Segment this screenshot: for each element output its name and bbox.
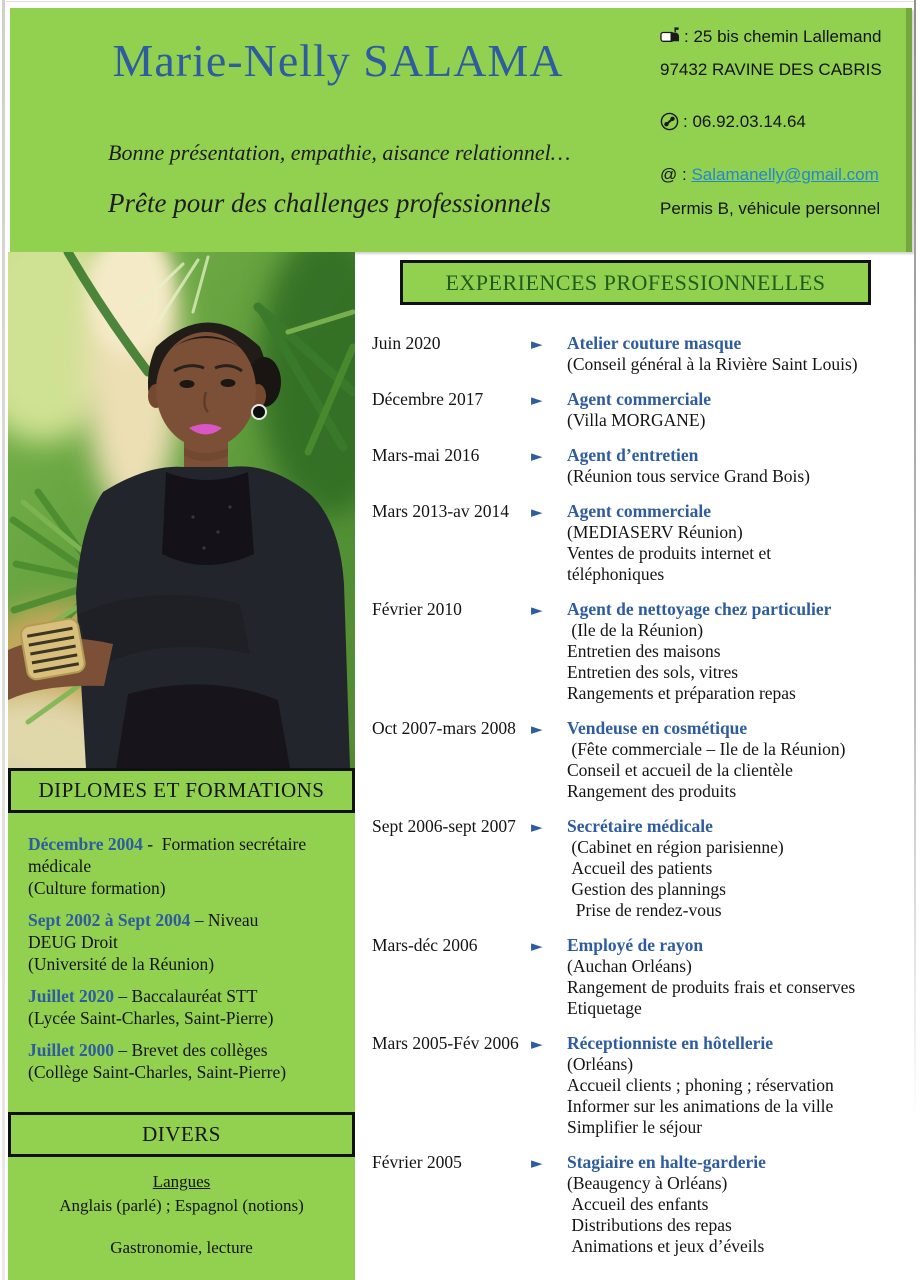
permis-line: Permis B, véhicule personnel xyxy=(660,199,881,219)
left-column xyxy=(8,252,355,1280)
experience-title: Employé de rayon xyxy=(567,935,704,955)
experience-title: Vendeuse en cosmétique xyxy=(567,718,748,738)
diploma-line: DEUG Droit xyxy=(28,932,118,952)
experience-detail: Ventes de produits internet et xyxy=(567,543,772,563)
diploma-line: (Lycée Saint-Charles, Saint-Pierre) xyxy=(28,1008,274,1028)
contact-block xyxy=(660,26,906,220)
diploma-title: – Niveau xyxy=(190,910,259,930)
diploma-title: - Formation secrétaire xyxy=(142,834,307,854)
experience-detail: Entretien des maisons xyxy=(567,641,721,661)
diplomas-section-title: DIPLOMES ET FORMATIONS xyxy=(8,768,355,813)
experience-detail: Distributions des repas xyxy=(567,1215,732,1235)
experience-detail: Entretien des sols, vitres xyxy=(567,662,739,682)
experience-detail: Informer sur les animations de la ville xyxy=(567,1096,834,1116)
email-link[interactable]: Salamanelly@gmail.com xyxy=(691,165,879,185)
diploma-line: (Collège Saint-Charles, Saint-Pierre) xyxy=(28,1062,287,1082)
tagline-qualities: Bonne présentation, empathie, aisance relationnel… xyxy=(108,140,571,165)
arrow-bullet-icon: ► xyxy=(531,447,543,465)
experience-detail: Etiquetage xyxy=(567,998,642,1018)
phone-row xyxy=(660,111,906,137)
tagline-challenges: Prête pour des challenges professionnels xyxy=(108,188,551,218)
experience-item xyxy=(372,599,912,704)
experience-title: Stagiaire en halte-garderie xyxy=(567,1152,766,1172)
arrow-bullet-icon: ► xyxy=(531,1035,543,1053)
experiences-section-title: EXPERIENCES PROFESSIONNELLES xyxy=(400,260,871,305)
experience-detail: (Orléans) xyxy=(567,1054,634,1074)
diploma-title: – Baccalauréat STT xyxy=(114,986,258,1006)
address-line2: 97432 RAVINE DES CABRIS xyxy=(660,60,882,80)
diploma-item xyxy=(28,1039,341,1083)
experience-title: Agent d’entretien xyxy=(567,445,699,465)
arrow-bullet-icon: ► xyxy=(531,503,543,521)
diploma-item xyxy=(28,909,341,975)
diploma-item xyxy=(28,833,341,899)
experience-detail: Prise de rendez-vous xyxy=(567,900,722,920)
experience-detail: (Ile de la Réunion) xyxy=(567,620,704,640)
email-prefix: @ : xyxy=(660,165,687,185)
arrow-bullet-icon: ► xyxy=(531,818,543,836)
languages-line: Anglais (parlé) ; Espagnol (notions) xyxy=(59,1196,304,1215)
experience-date: Oct 2007-mars 2008 xyxy=(372,718,516,738)
experiences-list xyxy=(358,333,912,1257)
hobbies-line: Gastronomie, lecture xyxy=(110,1238,253,1257)
scan-edge-top xyxy=(6,1,914,2)
experience-detail: Animations et jeux d’éveils xyxy=(567,1236,765,1256)
experience-detail: (Beaugency à Orléans) xyxy=(567,1173,728,1193)
diploma-date: Sept 2002 à Sept 2004 xyxy=(28,910,191,930)
experience-date: Juin 2020 xyxy=(372,333,441,353)
address-line1: : 25 bis chemin Lallemand xyxy=(684,27,882,46)
experience-detail: Simplifier le séjour xyxy=(567,1117,703,1137)
experience-detail: Gestion des plannings xyxy=(567,879,726,899)
experience-detail: (Réunion tous service Grand Bois) xyxy=(567,466,811,486)
experience-item xyxy=(372,501,912,585)
experience-date: Sept 2006-sept 2007 xyxy=(372,816,516,836)
arrow-bullet-icon: ► xyxy=(531,335,543,353)
experiences-column xyxy=(358,252,912,1271)
experience-title: Agent commerciale xyxy=(567,501,711,521)
email-row xyxy=(660,164,906,186)
experience-detail: Rangements et préparation repas xyxy=(567,683,796,703)
experience-item xyxy=(372,389,912,431)
experience-detail: Accueil des enfants xyxy=(567,1194,709,1214)
experience-detail: Rangement des produits xyxy=(567,781,737,801)
candidate-name: Marie-Nelly SALAMA xyxy=(112,35,564,86)
diploma-line: (Université de la Réunion) xyxy=(28,954,215,974)
divers-section-title: DIVERS xyxy=(8,1112,355,1157)
diploma-line: médicale xyxy=(28,856,92,876)
experience-item xyxy=(372,1033,912,1138)
arrow-bullet-icon: ► xyxy=(531,720,543,738)
experience-date: Février 2005 xyxy=(372,1152,462,1172)
diploma-date: Juillet 2020 xyxy=(28,986,115,1006)
experience-title: Secrétaire médicale xyxy=(567,816,713,836)
experience-detail: (Fête commerciale – Ile de la Réunion) xyxy=(567,739,846,759)
diploma-line: (Culture formation) xyxy=(28,878,166,898)
divers-content xyxy=(8,1170,355,1260)
phone-receiver-icon xyxy=(660,112,679,137)
experience-detail: Conseil et accueil de la clientèle xyxy=(567,760,793,780)
experience-detail: (Villa MORGANE) xyxy=(567,410,706,430)
arrow-bullet-icon: ► xyxy=(531,937,543,955)
experience-date: Mars-mai 2016 xyxy=(372,445,480,465)
arrow-bullet-icon: ► xyxy=(531,391,543,409)
experience-item xyxy=(372,1152,912,1257)
diplomas-list xyxy=(8,813,355,1083)
experience-date: Mars-déc 2006 xyxy=(372,935,478,955)
languages-heading: Langues xyxy=(152,1172,211,1191)
arrow-bullet-icon: ► xyxy=(531,601,543,619)
header-banner xyxy=(10,8,912,252)
experience-item xyxy=(372,333,912,375)
diploma-date: Juillet 2000 xyxy=(28,1040,115,1060)
address-row xyxy=(660,26,906,50)
diploma-title: – Brevet des collèges xyxy=(114,1040,268,1060)
experience-title: Atelier couture masque xyxy=(567,333,742,353)
experience-detail: (Auchan Orléans) xyxy=(567,956,692,976)
experience-detail: Rangement de produits frais et conserves xyxy=(567,977,856,997)
experience-detail: (Cabinet en région parisienne) xyxy=(567,837,784,857)
experience-detail: Accueil clients ; phoning ; réservation xyxy=(567,1075,834,1095)
experience-title: Agent de nettoyage chez particulier xyxy=(567,599,832,619)
scan-edge-right xyxy=(914,0,916,1280)
experience-detail: (Conseil général à la Rivière Saint Louis) xyxy=(567,354,858,374)
experience-item xyxy=(372,718,912,802)
phone-number: : 06.92.03.14.64 xyxy=(683,112,806,132)
experience-item xyxy=(372,816,912,921)
experience-item xyxy=(372,445,912,487)
arrow-bullet-icon: ► xyxy=(531,1154,543,1172)
experience-date: Février 2010 xyxy=(372,599,462,619)
experience-date: Mars 2005-Fév 2006 xyxy=(372,1033,519,1053)
experience-date: Décembre 2017 xyxy=(372,389,484,409)
scan-edge-left xyxy=(2,0,5,1280)
experience-detail: (MEDIASERV Réunion) xyxy=(567,522,743,542)
diploma-date: Décembre 2004 xyxy=(28,834,143,854)
experience-item xyxy=(372,935,912,1019)
mailbox-icon xyxy=(660,27,680,50)
experience-title: Réceptionniste en hôtellerie xyxy=(567,1033,774,1053)
profile-photo xyxy=(8,252,355,768)
experience-title: Agent commerciale xyxy=(567,389,711,409)
experience-detail: téléphoniques xyxy=(567,564,665,584)
experience-date: Mars 2013-av 2014 xyxy=(372,501,510,521)
diploma-item xyxy=(28,985,341,1029)
experience-detail: Accueil des patients xyxy=(567,858,713,878)
